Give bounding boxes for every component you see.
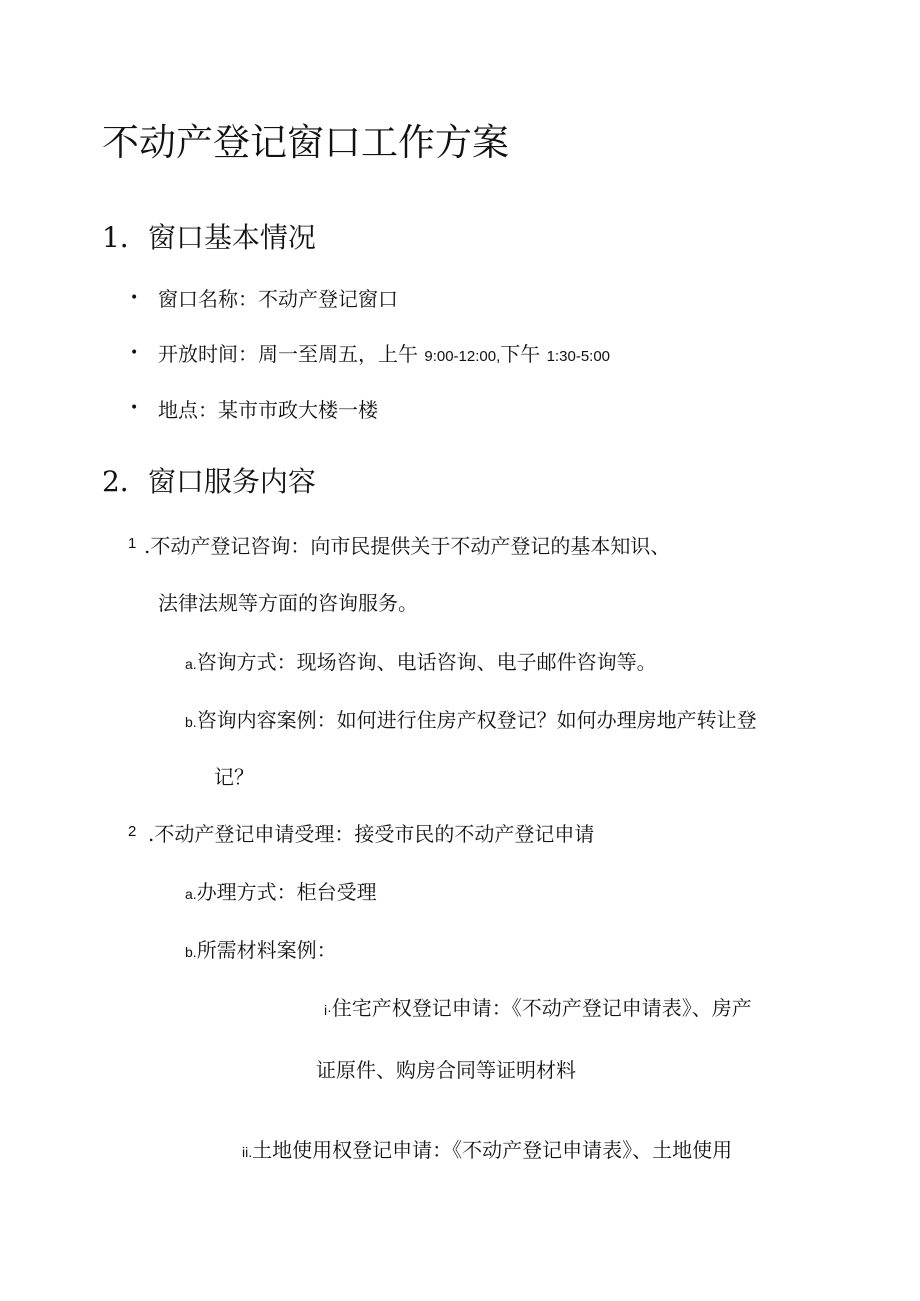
sub-i-marker: i·	[324, 1002, 332, 1018]
sub-b-text: 所需材料案例：	[196, 938, 337, 962]
opening-hours-text-1: 开放时间：周一至周五，上午	[158, 342, 425, 366]
sub-a-marker: a.	[185, 886, 197, 902]
item-2-sub-ii	[242, 1134, 732, 1163]
sub-i-text-line-1: 住宅产权登记申请：《不动产登记申请表》、房产	[331, 996, 752, 1020]
item-2-sub-i-line-2: 证原件、购房合同等证明材料	[316, 1058, 576, 1082]
item-2-sub-b	[185, 934, 337, 963]
bullet-icon: •	[130, 345, 139, 361]
list-item-location: 地点：某市市政大楼一楼	[158, 398, 378, 422]
section-2-heading: 2．窗口服务内容	[102, 465, 316, 498]
sub-ii-text-line-1: 土地使用权登记申请：《不动产登记申请表》、土地使用	[252, 1138, 733, 1162]
item-2-marker: 2	[128, 823, 137, 840]
opening-hours-time-2: 1:30-5:00	[546, 348, 611, 365]
bullet-icon: •	[130, 290, 139, 306]
sub-a-text: 办理方式：柜台受理	[196, 880, 377, 904]
item-1-marker: 1	[128, 535, 137, 552]
section-1-heading: 1．窗口基本情况	[102, 221, 316, 254]
item-1-line-1: .不动产登记咨询：向市民提供关于不动产登记的基本知识、	[144, 534, 671, 558]
opening-hours-text-2: 下午	[500, 342, 547, 366]
item-2-sub-a	[185, 876, 377, 905]
sub-a-marker: a.	[185, 656, 197, 672]
bullet-icon: •	[130, 400, 139, 416]
sub-a-text: 咨询方式：现场咨询、电话咨询、电子邮件咨询等。	[196, 650, 657, 674]
list-item-window-name: 窗口名称：不动产登记窗口	[158, 287, 398, 311]
sub-b-marker: b.	[185, 944, 197, 960]
sub-ii-marker: ii.	[242, 1144, 253, 1160]
sub-b-marker: b.	[185, 714, 197, 730]
item-2-line-1: .不动产登记申请受理：接受市民的不动产登记申请	[148, 822, 595, 846]
sub-b-text-line-1: 咨询内容案例：如何进行住房产权登记？如何办理房地产转让登	[196, 708, 757, 732]
item-2-sub-i	[324, 992, 752, 1021]
item-1-sub-b	[185, 704, 757, 733]
item-1-sub-b-line-2: 记？	[214, 765, 254, 789]
document-title: 不动产登记窗口工作方案	[102, 121, 509, 164]
opening-hours-time-1: 9:00-12:00,	[424, 348, 501, 365]
item-1-line-2: 法律法规等方面的咨询服务。	[158, 591, 418, 615]
list-item-opening-hours	[158, 338, 610, 367]
item-1-sub-a	[185, 646, 657, 675]
